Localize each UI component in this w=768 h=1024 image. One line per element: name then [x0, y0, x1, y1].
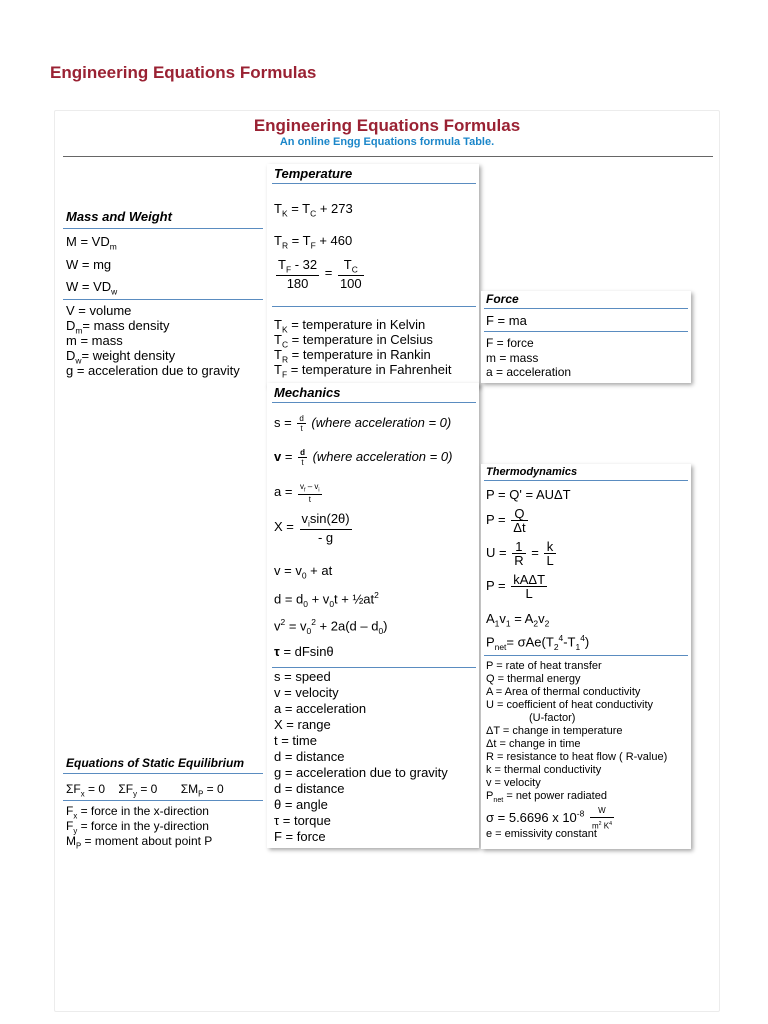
def-force-mass: m = mass	[486, 351, 539, 365]
def-net-power: $P_{net}$ = net power radiated	[486, 790, 607, 805]
force-title: Force	[486, 292, 519, 306]
static-title: Equations of Static Equilibrium	[66, 756, 245, 770]
eq-heat-rate: P = Q' = AUΔT	[486, 487, 571, 502]
def-distance-2: d = distance	[274, 781, 345, 796]
def-kelvin: $T_K$ = temperature in Kelvin	[274, 317, 426, 335]
eq-kelvin: $T_K = T_C + 273$	[274, 201, 353, 219]
eq-v-final: $v = v_0$ + at	[274, 563, 333, 581]
def-mass-density: $D_m=$ mass density	[66, 318, 170, 336]
sheet-title: Engineering Equations Formulas	[253, 116, 521, 135]
def-conductivity: k = thermal conductivity	[486, 764, 602, 776]
eq-u-factor: U = $\frac{1}{R}$ = $\frac{k}{L}$	[486, 539, 554, 568]
def-stefan-boltzmann: σ = 5.6696 x $10^{-8}$ $\frac{W}{m^2 K^4}$	[486, 806, 612, 831]
force-rule	[484, 308, 688, 309]
title-divider	[63, 156, 713, 157]
def-heat-coeff: U = coefficient of heat conductivity	[486, 699, 654, 711]
temperature-card	[267, 164, 479, 387]
thermo-rule	[484, 480, 688, 481]
force-card	[481, 291, 691, 383]
static-rule-2	[63, 800, 263, 801]
temperature-rule	[272, 183, 476, 184]
static-equilibrium-section	[63, 753, 267, 853]
def-fx: $F_x$ = force in the x-direction	[66, 804, 209, 821]
mass-weight-rule-2	[63, 299, 263, 300]
def-distance: d = distance	[274, 749, 345, 764]
eq-weight-mg: W = mg	[66, 257, 112, 272]
def-range: X = range	[274, 717, 331, 732]
eq-radiation: $P_{net}= \sigma Ae(T_2^4-T_1^4)$	[486, 633, 590, 652]
def-gravity-mech: g = acceleration due to gravity	[274, 765, 448, 780]
eq-p-q-dt: P = $\frac{Q}{\Delta t}$	[486, 506, 526, 535]
def-fy: $F_y$ = force in the y-direction	[66, 819, 209, 836]
eq-conduction: P = $\frac{\text{kAΔT}}{L}$	[486, 572, 546, 601]
def-heat-rate: P = rate of heat transfer	[486, 660, 602, 672]
eq-rankin: $T_R = T_F + 460$	[274, 233, 353, 251]
def-mp: $M_P$ = moment about point P	[66, 834, 213, 851]
temperature-rule-2	[272, 306, 476, 307]
def-angle: θ = angle	[274, 797, 328, 812]
eq-continuity: $A_1v_1 = A_2v_2$	[486, 611, 550, 629]
def-area: A = Area of thermal conductivity	[486, 686, 641, 698]
def-resistance: R = resistance to heat flow ( R-value)	[486, 751, 668, 763]
def-thermal-energy: Q = thermal energy	[486, 673, 581, 685]
mechanics-card	[267, 383, 479, 848]
eq-velocity: v = $\frac{d}{t}$ (where acceleration = 0)	[274, 448, 453, 467]
thermodynamics-title: Thermodynamics	[486, 466, 578, 478]
eq-distance: $d = d_0 + v_0t$ + $\frac{1}{2}at^2$	[274, 590, 379, 609]
def-thermo-velocity: v = velocity	[486, 777, 541, 789]
def-delta-time: Δt = change in time	[486, 738, 581, 750]
eq-static-sums: $\Sigma F_x = 0$ $\Sigma F_y = 0$ $\Sigma M_P = 0$	[66, 782, 224, 799]
def-mass: m = mass	[66, 333, 123, 348]
def-force-mech: F = force	[274, 829, 326, 844]
mass-weight-rule	[63, 228, 263, 229]
def-weight-density: $D_w=$ weight density	[66, 348, 176, 366]
def-torque: τ = torque	[274, 813, 331, 828]
mass-weight-section	[63, 207, 267, 377]
def-u-factor: (U-factor)	[529, 712, 576, 724]
mass-weight-title: Mass and Weight	[66, 209, 172, 224]
eq-speed: s = $\frac{d}{t}$ (where acceleration = 0)	[274, 414, 452, 433]
eq-temp-ratio: $\frac{T_F - 32}{180}$ = $\frac{T_C}{100}$	[278, 257, 362, 291]
def-gravity: g = acceleration due to gravity	[66, 363, 240, 378]
mechanics-rule-2	[272, 667, 476, 668]
temperature-title: Temperature	[274, 166, 353, 181]
def-volume: V = volume	[66, 303, 132, 318]
eq-weight-vd: $W = VD_w$	[66, 279, 118, 297]
def-delta-temp: ΔT = change in temperature	[486, 725, 623, 737]
eq-acceleration: a = $\frac{v_f - v_i}{t}$	[274, 482, 320, 504]
eq-force: F = ma	[486, 313, 527, 328]
eq-v-squared: $v^2 = v_0^2 + 2a(d - d_0)$	[274, 617, 388, 636]
force-rule-2	[484, 331, 688, 332]
thermo-rule-2	[484, 655, 688, 656]
static-rule	[63, 773, 263, 774]
mechanics-title: Mechanics	[274, 385, 341, 400]
def-force: F = force	[486, 336, 534, 350]
eq-torque: τ = dFsinθ	[274, 644, 334, 659]
def-emissivity: e = emissivity constant	[486, 828, 597, 840]
def-speed: s = speed	[274, 669, 331, 684]
mechanics-rule	[272, 402, 476, 403]
def-celsius: $T_C$ = temperature in Celsius	[274, 332, 433, 350]
sheet-subtitle: An online Engg Equations formula Table.	[279, 136, 495, 148]
def-fahrenheit: $T_F$ = temperature in Fahrenheit	[274, 362, 452, 380]
def-velocity: v = velocity	[274, 685, 339, 700]
page-heading: Engineering Equations Formulas	[50, 63, 317, 82]
eq-range: X = $\frac{v_i\sin(2\theta)}{- g}$	[274, 511, 350, 545]
eq-mass: $M = VD_m$	[66, 234, 117, 252]
def-acceleration: a = acceleration	[274, 701, 367, 716]
def-force-accel: a = acceleration	[486, 365, 572, 379]
def-rankin: $T_R$ = temperature in Rankin	[274, 347, 431, 365]
thermodynamics-card	[481, 464, 691, 849]
formula-sheet	[54, 110, 720, 1012]
def-time: t = time	[274, 733, 317, 748]
